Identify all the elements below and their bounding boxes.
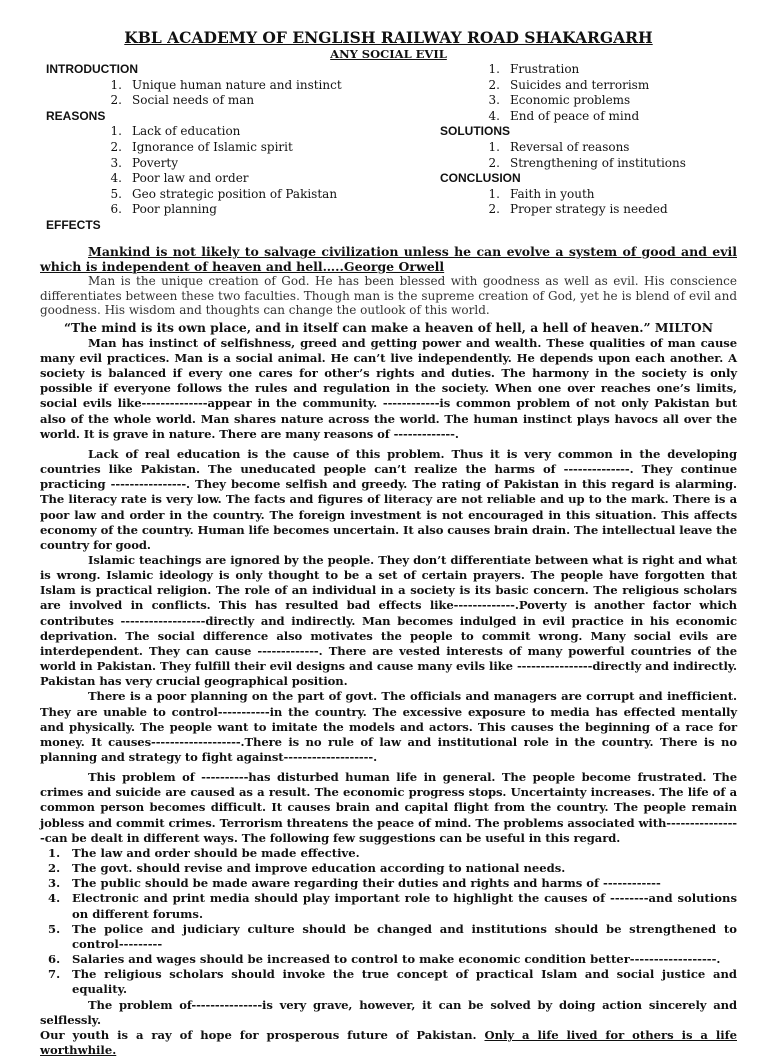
outline-item-label: Poor planning <box>132 202 217 217</box>
final-line <box>40 1028 737 1058</box>
essay-outline <box>40 62 737 238</box>
outline-item-label: Proper strategy is needed <box>510 202 668 217</box>
suggestion-text: The law and order should be made effective. <box>72 845 360 860</box>
outline-item <box>46 202 406 218</box>
outline-item <box>440 156 737 172</box>
outline-item-number: 4. <box>110 171 122 186</box>
outline-item-number: 1. <box>110 124 122 139</box>
outline-item-number: 4. <box>488 108 500 123</box>
page-subtitle: ANY SOCIAL EVIL <box>330 47 447 61</box>
outline-item-number: 2. <box>488 77 500 92</box>
suggestion-number: 4. <box>48 891 61 906</box>
outline-effects-list <box>440 62 737 124</box>
outline-item <box>440 93 737 109</box>
outline-item-label: Strengthening of institutions <box>510 155 686 170</box>
outline-item-number: 2. <box>110 93 122 108</box>
outline-item-label: Frustration <box>510 62 580 76</box>
suggestions-list <box>40 846 737 998</box>
outline-item-label: Unique human nature and instinct <box>132 77 342 92</box>
suggestion-text: Electronic and print media should play important role to highlight the causes of --------and solutions on different forums. <box>72 891 737 921</box>
outline-solutions-heading: SOLUTIONS <box>440 124 511 139</box>
suggestion-number: 2. <box>48 861 61 876</box>
outline-item <box>46 171 406 187</box>
outline-item-label: Poverty <box>132 155 179 170</box>
outline-item-label: Reversal of reasons <box>510 139 630 154</box>
outline-item <box>440 78 737 94</box>
paragraph-islamic-teachings: Islamic teachings are ignored by the people. They don’t differentiate between what is right and what is wrong. Islamic ideology is only thought to be a set of certain prayers. The people have forgotten that Islam is practical religion. The role of an individual in a society is its basic concern. The religious scholars are involved in conflicts. This has resulted bad effects like-------------.Poverty is another factor which contributes ------------------directly and indirectly. Man becomes indulged in evil practice in his economic deprivation. The social difference also motivates the people to commit wrong. Many social evils are interdependent. They can cause -------------. There are vested interests of many powerful countries of the world in Pakistan. They fulfill their evil designs and cause many evils like ----------------directly and indirectly. Pakistan has very crucial geographical position. <box>40 552 737 689</box>
document-page <box>40 28 737 1058</box>
outline-item-label: Poor law and order <box>132 171 249 186</box>
outline-introduction-list <box>46 78 406 109</box>
outline-item <box>46 156 406 172</box>
outline-item-label: Social needs of man <box>132 93 255 108</box>
outline-item-label: End of peace of mind <box>510 108 640 123</box>
outline-item-label: Economic problems <box>510 93 631 108</box>
suggestion-item <box>40 846 737 861</box>
outline-right-column <box>440 62 737 218</box>
suggestion-number: 5. <box>48 921 61 936</box>
suggestion-number: 7. <box>48 967 61 982</box>
outline-item <box>440 62 737 78</box>
suggestion-number: 3. <box>48 876 61 891</box>
outline-item-number: 2. <box>110 139 122 154</box>
outline-item <box>440 140 737 156</box>
outline-reasons-heading: REASONS <box>46 108 106 123</box>
outline-reasons-list <box>46 124 406 218</box>
outline-item-number: 1. <box>488 186 500 201</box>
outline-item-number: 2. <box>488 202 500 217</box>
outline-conclusion-list <box>440 187 737 218</box>
outline-item-label: Faith in youth <box>510 186 595 201</box>
outline-item <box>46 93 406 109</box>
suggestion-text: The religious scholars should invoke the true concept of practical Islam and social justice and equality. <box>72 967 737 997</box>
outline-solutions-list <box>440 140 737 171</box>
outline-item-number: 1. <box>488 139 500 154</box>
suggestion-text: The public should be made aware regarding their duties and rights and harms of ------------ <box>72 876 661 891</box>
suggestion-item <box>40 952 737 967</box>
paragraph-instinct: Man has instinct of selfishness, greed and getting power and wealth. These qualities of man cause many evil practices. Man is a social animal. He can’t live independently. He depends upon each another. A society is balanced if every one cares for other’s rights and duties. The harmony in the society is only possible if everyone follows the rules and regulation in the society. When one over reaches one’s limits, social evils like--------------appear in the community. ------------is common problem of not only Pakistan but also of the whole world. Man shares nature across the world. The human instinct plays havocs all over the world. It is grave in nature. There are many reasons of -------------. <box>40 335 737 441</box>
outline-conclusion-heading: CONCLUSION <box>440 171 521 186</box>
outline-item-number: 2. <box>488 155 500 170</box>
paragraph-effects: This problem of ----------has disturbed human life in general. The people become frustrated. The crimes and suicide are caused as a result. The economic progress stops. Uncertainty increases. The life of a common person becomes difficult. It causes brain and capital flight from the country. The people remain jobless and commit crimes. Terrorism threatens the peace of mind. The problems associated with----------------can be dealt in different ways. The following few suggestions can be useful in this regard. <box>40 770 737 845</box>
outline-item-number: 3. <box>110 155 122 170</box>
outline-item <box>440 187 737 203</box>
intro-paragraph: Man is the unique creation of God. He has been blessed with goodness as well as evil. His conscience differentiates between these two faculties. Though man is the supreme creation of God, yet he is blend of evil and goodness. His wisdom and thoughts can change the outlook of this world. <box>40 274 737 318</box>
suggestion-number: 1. <box>48 845 61 860</box>
outline-item-number: 1. <box>488 62 500 76</box>
outline-item-number: 1. <box>110 77 122 92</box>
outline-left-column <box>46 62 406 234</box>
milton-quote: “The mind is its own place, and in itself can make a heaven of hell, a hell of heaven.” MILTON <box>63 319 714 335</box>
suggestion-item <box>40 922 737 952</box>
conclusion-paragraph: The problem of---------------is very grave, however, it can be solved by doing action sincerely and selflessly. <box>40 997 737 1027</box>
paragraph-poor-planning: There is a poor planning on the part of govt. The officials and managers are corrupt and inefficient. They are unable to control-----------in the country. The excessive exposure to media has effected mentally and physically. The people want to imitate the models and actors. This causes the beginning of a race for money. It causes-------------------.There is no rule of law and institutional role in the country. There is no planning and strategy to fight against-------------------. <box>40 689 737 764</box>
final-underlined-sentence: Only a life lived for others is a life worthwhile. <box>40 1027 737 1057</box>
outline-item-number: 3. <box>488 93 500 108</box>
outline-item <box>46 124 406 140</box>
outline-item <box>46 187 406 203</box>
suggestion-item <box>40 861 737 876</box>
orwell-quote: Mankind is not likely to salvage civilization unless he can evolve a system of good and evil which is independent of heaven and hell…..George Orwell <box>40 244 737 274</box>
outline-item-number: 5. <box>110 186 122 201</box>
outline-item-label: Geo strategic position of Pakistan <box>132 186 338 201</box>
outline-item <box>440 202 737 218</box>
outline-item <box>46 78 406 94</box>
outline-item <box>46 140 406 156</box>
suggestion-item <box>40 967 737 997</box>
outline-item-label: Ignorance of Islamic spirit <box>132 139 293 154</box>
page-title: KBL ACADEMY OF ENGLISH RAILWAY ROAD SHAKARGARH <box>124 28 653 47</box>
final-sentence: Our youth is a ray of hope for prosperous future of Pakistan. <box>40 1027 477 1042</box>
outline-item-label: Lack of education <box>132 124 241 139</box>
outline-item <box>440 109 737 125</box>
suggestion-text: The police and judiciary culture should be changed and institutions should be strengthened to control--------- <box>72 921 737 951</box>
suggestion-item <box>40 891 737 921</box>
outline-item-number: 6. <box>110 202 122 217</box>
outline-item-label: Suicides and terrorism <box>510 77 650 92</box>
outline-introduction-heading: INTRODUCTION <box>46 62 138 76</box>
suggestion-text: The govt. should revise and improve education according to national needs. <box>72 861 566 876</box>
suggestion-number: 6. <box>48 952 61 967</box>
suggestion-text: Salaries and wages should be increased to control to make economic condition better------------------. <box>72 952 721 967</box>
outline-effects-heading: EFFECTS <box>46 217 101 232</box>
suggestion-item <box>40 876 737 891</box>
paragraph-education: Lack of real education is the cause of this problem. Thus it is very common in the developing countries like Pakistan. The uneducated people can’t realize the harms of --------------. They continue practicing ----------------. They become selfish and greedy. The rating of Pakistan in this regard is alarming. The literacy rate is very low. The facts and figures of literacy are not reliable and up to the mark. There is a poor law and order in the country. The foreign investment is not encouraged in this situation. This affects economy of the country. Human life becomes uncertain. It also causes brain drain. The intellectual leave the country for good. <box>40 446 737 552</box>
